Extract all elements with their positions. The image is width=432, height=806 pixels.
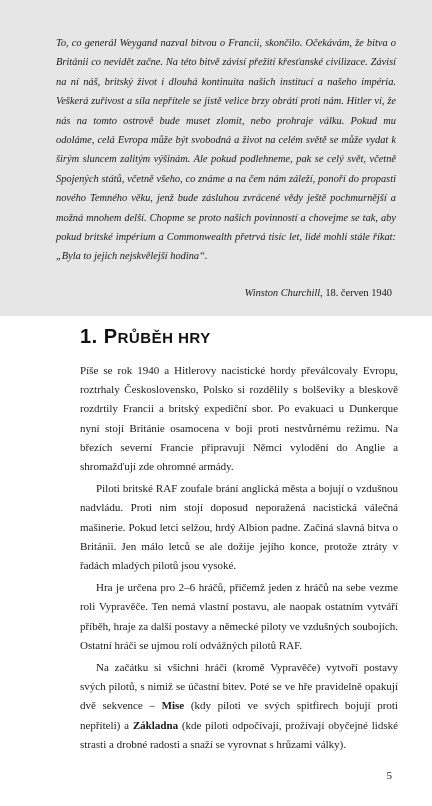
- paragraph-text: Na začátku si všichni hráči (kromě Vypravěče) vytvoří postavy svých pilotů, s nimiž se účastní bitev. Poté se ve hře pravidelně opakují dvě sekvence –: [80, 662, 398, 713]
- paragraph: Píše se rok 1940 a Hitlerovy nacistické hordy převálcovaly Evropu, roztrhaly Československo, Polsko si rozdělily s bolševiky a bleskově rozdrtily Francii a britský expediční sbor. Po evakuaci u Dunkerque nyní stojí Británie osamocena v boji proti nestvůrnému režimu. Na březích severní Francie připravují Němci vylodění do Anglie a shromažďují zde ohromné armády.: [80, 365, 398, 474]
- quote-date: , 18. červen 1940: [320, 288, 392, 299]
- section-title-lead: 1. P: [80, 326, 118, 348]
- quote-author: Winston Churchill: [244, 288, 321, 299]
- paragraph: [80, 659, 398, 755]
- section-title: [80, 326, 211, 349]
- quote-attribution: [245, 288, 392, 299]
- paragraph: Hra je určena pro 2–6 hráčů, přičemž jeden z hráčů na sebe vezme roli Vypravěče. Ten nemá vlastní postavu, ale naopak ostatním vytváří příběh, hraje za další postavy a německé piloty ve vzdušných soubojích. Ostatní hráči se ujmou rolí odvážných pilotů RAF.: [80, 582, 398, 652]
- paragraph-text: (kde piloti odpočívají, prožívají obyčejné lidské strasti a drobné radosti a snaží se vyrovnat s hrůzami války).: [80, 719, 398, 751]
- term-mise: Mise: [161, 700, 185, 713]
- paragraph: Piloti britské RAF zoufale brání anglická města a bojují o vzdušnou nadvládu. Proti nim stojí doposud neporažená nacistická válečná mašinerie. Pokud letci selžou, hrdý Albion padne. Začíná slavná bitva o Británii. Jen málo letců se ale dožije jejího konce, protože ztráty v řadách mladých pilotů jsou vysoké.: [80, 483, 398, 573]
- page-number: 5: [386, 770, 392, 782]
- term-zakladna: Základna: [132, 719, 179, 732]
- section-title-rest: RŮBĚH HRY: [117, 330, 211, 347]
- body-text: [80, 362, 398, 758]
- epigraph-quote: To, co generál Weygand nazval bitvou o Francii, skončilo. Očekávám, že bitva o Británii co nevidět začne. Na této bitvě závisí přežití křesťanské civilizace. Závisí na ní náš, britský život i dlouhá kontinuita našich institucí a našeho impéria. Veškerá zuřivost a síla nepřítele se jistě velice brzy obrátí proti nám. Hitler ví, že nás na tomto ostrově bude muset zlomit, nebo prohraje válku. Pokud mu odoláme, celá Evropa může být svobodná a život na celém světě se může vydat k širým sluncem zalitým výšinám. Ale pokud podlehneme, pak se celý svět, včetně Spojených států, včetně všeho, co známe a na čem nám záleží, ponoří do propasti nového Temného věku, jenž bude zásluhou zvrácené vědy ještě pochmurnější a možná mnohem delší. Chopme se proto našich povinností a chovejme se tak, aby pokud britské impérium a Commonwealth přetrvá tisíc let, lidé mohli stále říkat: „Byla to jejich nejskvělejší hodina“.: [56, 38, 396, 263]
- quote-box: [0, 0, 432, 316]
- paragraph-text: (kdy piloti ve svých spitfirech bojují proti nepříteli) a: [80, 700, 398, 732]
